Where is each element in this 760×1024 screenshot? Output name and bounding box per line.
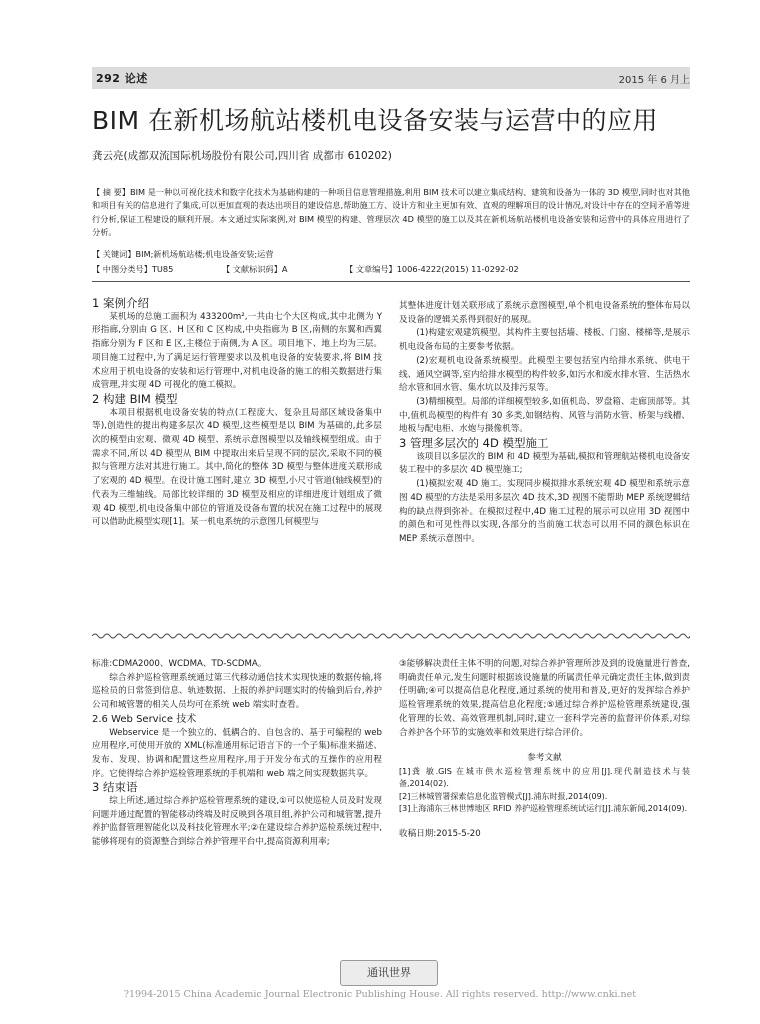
header-bar xyxy=(92,67,690,89)
upper-right-column xyxy=(399,300,690,547)
header-rule xyxy=(92,281,690,282)
paragraph: (1)构建宏观建筑模型。其构件主要包括墙、楼板、门窗、楼梯等,是展示机电设备布局的主要参考依据。 xyxy=(399,328,690,353)
paragraph: (3)精细模型。局部的详细模型较多,如值机岛、罗盘箱、走廊顶部等。其中,值机岛模型的构件有 30 多类,如钢结构、风管与消防水管、桥架与线槽、地板与配电柜、水炮与摄像机等。 xyxy=(399,396,690,435)
section-1-title: 1 案例介绍 xyxy=(92,296,149,310)
paragraph: 其整体进度计划关联形成了系统示意图模型,单个机电设备系统的整体布局以及设备的逻辑关系得到很好的展现。 xyxy=(399,301,690,325)
reference-item: [2]三林城管署探索信息化监管模式[J].浦东时报,2014(09). xyxy=(399,791,608,801)
references-title: 参考文献 xyxy=(527,753,562,764)
section-2-title: 2 构建 BIM 模型 xyxy=(92,391,178,406)
page-label: 292 论述 xyxy=(96,72,148,85)
lower-right-column xyxy=(399,658,690,842)
doc-code: 【 文献标识码】A xyxy=(222,264,288,274)
issue-date: 2015 年 6 月上 xyxy=(618,75,690,86)
paragraph: 该项目以多层次的 BIM 和 4D 模型为基础,模拟和管理航站楼机电设备安装工程中的多层次 4D 模型施工; xyxy=(399,451,690,476)
paragraph: 标准:CDMA2000、WCDMA、TD-SCDMA。 xyxy=(92,659,267,669)
paper-title: BIM 在新机场航站楼机电设备安装与运营中的应用 xyxy=(92,106,659,135)
received-date: 收稿日期:2015-5-20 xyxy=(399,828,481,839)
paragraph: 综合养护巡检管理系统通过第三代移动通信技术实现快速的数据传输,将巡检员的日常签到信息、轨迹数据、上报的养护问题实时的传输到后台,养护公司和城管署的相关人员均可在系统 web 端实时查看。 xyxy=(92,672,382,711)
wavy-separator xyxy=(92,632,690,640)
author-line: 龚云亮(成都双流国际机场股份有限公司,四川省 成都市 610202) xyxy=(92,150,392,162)
paragraph: 本项目根据机电设备安装的特点(工程庞大、复杂且局部区域设备集中等),创造性的提出构建多层次 4D 模型,这些模型是以 BIM 为基础的,此多层次的模型由宏观、微观 4D 模型、系统示意图模型以及轴线模型组成。由于需求不同,所以 4D 模型从 BIM 中提取出来后呈现不同的层次,采取不同的模拟与管理方法对其进行施工。其中,简化的整体 3D 模型与整体进度关联形成了宏观的 4D 模型。在设计施工图时,建立 3D 模型,小尺寸管道(轴线模型)的代表为三维轴线。局部比较详细的 3D 模型及相应的详细进度计划组成了微观 4D 模型,机电设备集中部位的管道及设备布置的状况在施工过程中的展现可以借助此模型实现[1]。某一机电系统的示意图几何模型与 xyxy=(92,407,382,528)
upper-left-column xyxy=(92,297,382,530)
clc-number: 【 中图分类号】TU85 xyxy=(92,264,174,274)
paragraph: (1)模拟宏观 4D 施工。实现同步模拟排水系统宏观 4D 模型和系统示意图 4D 模型的方法是采用多层次 4D 技术,3D 视图不能帮助 MEP 系统逻辑结构的缺点得到弥补。在模拟过程中,4D 施工过程的展示可以应用 3D 视图中的颜色和可见性得以实现,各部分的当前施工状态可以用不同的颜色标识在 MEP 系统示意图中。 xyxy=(399,479,690,544)
cnki-footer: ?1994-2015 China Academic Journal Electronic Publishing House. All rights reserved. http://www.cnki.net xyxy=(123,989,637,1000)
reference-item: [1]龚 敏.GIS 在城市供水巡检管理系统中的应用[J].现代制造技术与装备,2014(02). xyxy=(399,766,690,789)
paragraph: 某机场的总施工面积为 433200m²,一共由七个大区构成,其中北侧为 Y 形指廊,分别由 G 区、H 区和 C 区构成,中央指廊为 B 区,南侧的东翼和西翼指廊分别为 F 区和 E 区,主楼位于南侧,为 A 区。项目地下、地上均为三层。项目施工过程中,为了满足运行管理要求以及机电设备的安装要求,将 BIM 技术应用于机电设备的安装和运行管理中,对机电设备的施工的相关数据进行集成管理,并实现 4D 可视化的施工模拟。 xyxy=(92,311,382,391)
journal-logo: 通讯世界 xyxy=(340,960,438,986)
paragraph: ③能够解决责任主体不明的问题,对综合养护管理所涉及到的设施量进行普查,明确责任单元,发生问题时根据该设施量的所属责任单元确定责任主体,做到责任明确;④可以提高信息化程度,通过系统的使用和普及,更好的发挥综合养护巡检管理系统的效果,提高信息化程度;⑤通过综合养护巡检管理系统建设,强化管理的长效、高效管理机制,同时,建立一套科学完善的监督评价体系,对综合养护各个环节的实施效率和效果进行综合评价。 xyxy=(399,659,690,738)
lower-left-column xyxy=(92,658,382,850)
section-2-6-title: 2.6 Web Service 技术 xyxy=(92,713,197,725)
reference-item: [3]上海浦东三林世博地区 RFID 养护巡检管理系统试运行[J].浦东新闻,2014(09). xyxy=(399,804,688,814)
conclusion-title: 3 结束语 xyxy=(92,780,138,795)
paragraph: (2)宏观机电设备系统模型。此模型主要包括室内给排水系统、供电干线、通风空调等,室内给排水模型的构件较多,如污水和废水排水管、生活热水给水管和回水管、集水坑以及排污泵等。 xyxy=(399,355,690,394)
abstract: 【 摘 要】BIM 是一种以可视化技术和数字化技术为基础构建的一种项目信息管理措施,利用 BIM 技术可以建立集成结构、建筑和设备为一体的 3D 模型,同时也对其他和项目有关的信息进行了集成,可以更加直观的表达出项目的建设信息,帮助施工方、设计方和业主更加有效、直观的理解项目的设计情况,对设计中存在的空间矛盾等进行分析,保证工程建设的顺利开展。本文通过实际案例,对 BIM 模型的构建、管理层次 4D 模型的施工以及其在新机场航站楼机电设备安装和运营中的具体应用进行了分析。 xyxy=(92,187,690,237)
keywords: 【 关键词】BIM;新机场航站楼;机电设备安装;运营 xyxy=(92,249,274,259)
section-3-title: 3 管理多层次的 4D 模型施工 xyxy=(399,436,549,451)
article-number: 【 文章编号】1006-4222(2015) 11-0292-02 xyxy=(345,264,519,274)
paragraph: Webservice 是一个独立的、低耦合的、自包含的、基于可编程的 web 应用程序,可使用开放的 XML(标准通用标记语言下的一个子集)标准来描述、发布、发现、协调和配置这些应用程序,用于开发分布式的互操作的应用程序。它使得综合养护巡检管理系统的手机端和 web 端之间实现数据共享。 xyxy=(92,727,382,779)
paragraph: 综上所述,通过综合养护巡检管理系统的建设,①可以使巡检人员及时发现问题并通过配置的智能移动终端及时反映到各项目组,养护公司和城管署,提升养护监督管理智能化以及科技化管理水平;②在建设综合养护巡检系统过程中,能够将现有的资源整合到综合养护管理平台中,提高资源利用率; xyxy=(92,796,382,848)
